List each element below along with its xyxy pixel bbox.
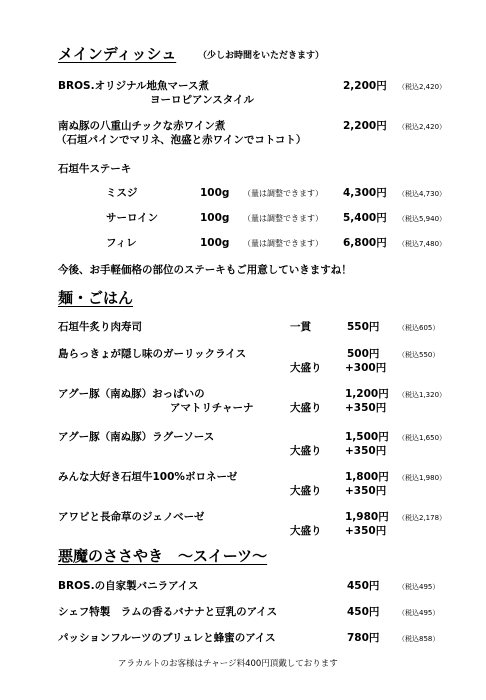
large-portion-price: +350円	[345, 485, 387, 497]
steak-cut-price: 4,300円	[343, 187, 387, 199]
steak-cut-weight: 100g	[200, 237, 230, 249]
menu-item-name: アグー豚（南ぬ豚）おっぱいの	[58, 388, 205, 400]
steak-cut-price: 5,400円	[343, 212, 387, 224]
menu-item-price: 450円	[347, 580, 380, 592]
large-portion-label: 大盛り	[290, 362, 322, 374]
steak-cut-tax: （税込7,480）	[398, 240, 447, 248]
charge-notice: アラカルトのお客様はチャージ料400円頂戴しております	[118, 659, 338, 669]
steak-adjust-note: （量は調整できます）	[243, 214, 323, 223]
menu-item-tax: （税込495）	[398, 609, 440, 617]
steak-cut-tax: （税込5,940）	[398, 215, 447, 223]
menu-item-tax: （税込1,320）	[398, 391, 447, 399]
menu-item-price: 2,200円	[343, 80, 387, 92]
large-portion-label: 大盛り	[290, 525, 322, 537]
menu-item-tax: （税込605）	[398, 324, 440, 332]
menu-item-price: 1,500円	[345, 431, 389, 443]
noodles-rice-heading: 麺・ごはん	[58, 289, 134, 307]
steak-cut-name: フィレ	[106, 237, 137, 249]
large-portion-price: +350円	[345, 402, 387, 414]
steak-cut-name: ミスジ	[106, 187, 138, 199]
menu-item-name: BROS.オリジナル地魚マース煮	[58, 80, 210, 92]
menu-item-name: アグー豚（南ぬ豚）ラグーソース	[58, 431, 215, 443]
menu-item-price: 2,200円	[343, 120, 387, 132]
steak-adjust-note: （量は調整できます）	[243, 189, 323, 198]
menu-item-subname: （石垣パインでマリネ、泡盛と赤ワインでコトコト）	[56, 134, 307, 146]
large-portion-price: +350円	[345, 525, 387, 537]
menu-item-name: 南ぬ豚の八重山チックな赤ワイン煮	[58, 120, 226, 132]
steak-cut-tax: （税込4,730）	[398, 190, 447, 198]
main-dishes-note: （少しお時間をいただきます）	[198, 51, 325, 61]
menu-item-price: 500円	[347, 348, 380, 360]
steak-cut-weight: 100g	[200, 212, 230, 224]
menu-item-tax: （税込2,420）	[398, 83, 447, 91]
menu-item-tax: （税込858）	[398, 635, 440, 643]
steak-cut-name: サーロイン	[106, 212, 159, 224]
menu-item-tax: （税込1,980）	[398, 474, 447, 482]
menu-item-name: 島らっきょが隠し味のガーリックライス	[58, 348, 247, 360]
sweets-heading: 悪魔のささやき ～スイーツ～	[58, 547, 268, 565]
large-portion-label: 大盛り	[290, 445, 322, 457]
menu-item-tax: （税込2,420）	[398, 123, 447, 131]
menu-item-name: アワビと長命草のジェノベーゼ	[58, 511, 205, 523]
large-portion-price: +350円	[345, 445, 387, 457]
menu-item-name: BROS.の自家製バニラアイス	[58, 580, 199, 592]
menu-item-price: 550円	[347, 321, 380, 333]
menu-item-price: 780円	[347, 632, 380, 644]
menu-item-tax: （税込2,178）	[398, 514, 447, 522]
menu-item-tax: （税込1,650）	[398, 434, 447, 442]
menu-item-tax: （税込495）	[398, 583, 440, 591]
menu-item-name: 石垣牛炙り肉寿司	[58, 321, 142, 333]
menu-item-name: シェフ特製 ラムの香るバナナと豆乳のアイス	[58, 606, 278, 618]
menu-item-price: 450円	[347, 606, 380, 618]
steak-announcement: 今後、お手軽価格の部位のステーキもご用意していきますね！	[58, 264, 352, 276]
large-portion-label: 大盛り	[290, 485, 322, 497]
main-dishes-heading: メインディッシュ	[58, 45, 177, 63]
large-portion-price: +300円	[345, 362, 387, 374]
menu-item-name: パッションフルーツのブリュレと蜂蜜のアイス	[58, 632, 276, 644]
steak-cut-weight: 100g	[200, 187, 230, 199]
menu-item-tax: （税込550）	[398, 351, 440, 359]
steak-cut-price: 6,800円	[343, 237, 387, 249]
menu-item-price: 1,800円	[345, 471, 389, 483]
steak-title: 石垣牛ステーキ	[58, 163, 132, 175]
menu-item-name: みんな大好き石垣牛100%ボロネーゼ	[58, 471, 238, 483]
large-portion-label: 大盛り	[290, 402, 322, 414]
menu-item-price: 1,980円	[345, 511, 389, 523]
menu-item-subname: ヨーロピアンスタイル	[150, 94, 255, 106]
menu-item-subname: アマトリチャーナ	[170, 402, 254, 414]
menu-item-unit: 一貫	[290, 321, 311, 333]
menu-item-price: 1,200円	[345, 388, 389, 400]
steak-adjust-note: （量は調整できます）	[243, 239, 323, 248]
